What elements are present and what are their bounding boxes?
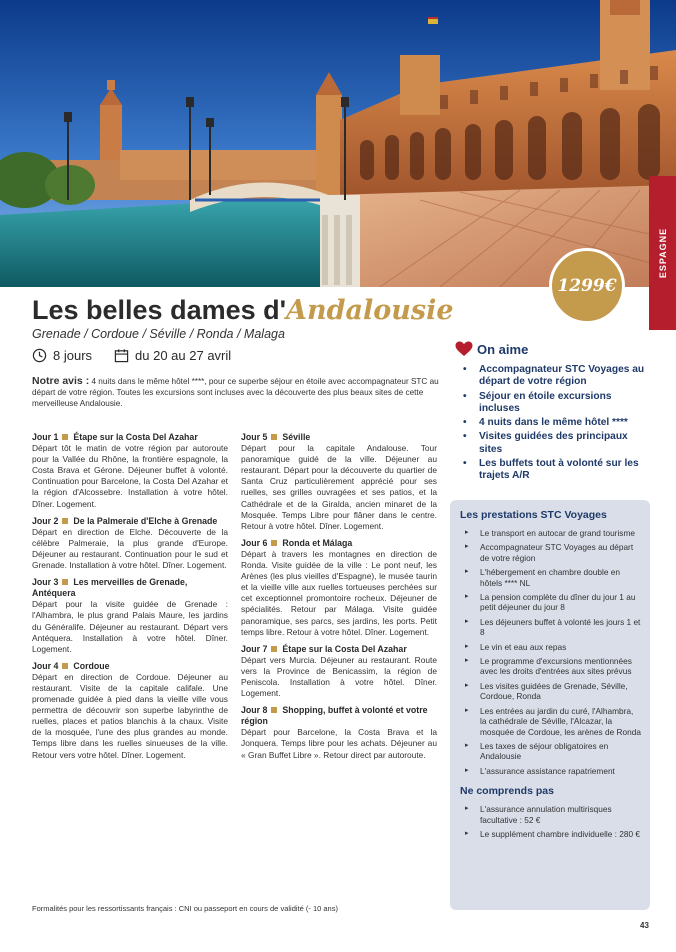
day-label: Jour 3 bbox=[32, 577, 59, 588]
day-entry bbox=[241, 644, 437, 699]
day-entry bbox=[32, 661, 228, 761]
trip-meta bbox=[32, 348, 231, 363]
gold-square-icon bbox=[271, 646, 277, 652]
day-text: Départ vers Murcia. Déjeuner au restaurant. Route vers la Province de Benicassim, la région de Peniscola. Installation à votre hôtel. Dîner. Logement. bbox=[241, 654, 437, 699]
on-aime-list bbox=[455, 364, 651, 483]
gold-square-icon bbox=[62, 434, 68, 440]
day-label: Jour 1 bbox=[32, 432, 59, 442]
day-entry bbox=[32, 432, 228, 510]
on-aime-title: On aime bbox=[477, 341, 529, 357]
hero-photo bbox=[0, 0, 676, 287]
day-entry bbox=[241, 432, 437, 532]
list-item: ▸ La pension complète du dîner du jour 1 au petit déjeuner du jour 8 bbox=[460, 592, 642, 613]
gold-square-icon bbox=[62, 579, 68, 585]
notice bbox=[32, 376, 440, 409]
on-aime-section bbox=[455, 341, 651, 485]
list-item: ▸ Les déjeuners buffet à volonté les jours 1 et 8 bbox=[460, 617, 642, 638]
day-label: Jour 5 bbox=[241, 432, 268, 442]
list-item: ▸ Les taxes de séjour obligatoires en Andalousie bbox=[460, 741, 642, 762]
page-title bbox=[32, 295, 454, 326]
day-label: Jour 8 bbox=[241, 705, 268, 716]
price-badge bbox=[549, 248, 625, 324]
list-item: ▸ L'hébergement en chambre double en hôtels **** NL bbox=[460, 567, 642, 588]
list-item: • Séjour en étoile excursions incluses bbox=[455, 391, 651, 416]
day-title: Cordoue bbox=[73, 660, 110, 671]
clock-icon bbox=[32, 348, 47, 363]
day-label: Jour 4 bbox=[32, 660, 59, 671]
list-item: • Accompagnateur STC Voyages au départ de votre région bbox=[455, 364, 651, 389]
day-title: Les merveilles de Grenade, Antéquera bbox=[32, 577, 188, 599]
notice-text: 4 nuits dans le même hôtel ****, pour ce superbe séjour en étoile avec accompagnateur STC au départ de votre région. Toutes les excursions sont incluses avec la découverte des plus beaux sites de cette merveilleuse Andalousie. bbox=[32, 377, 439, 408]
prestations-box bbox=[450, 500, 650, 910]
country-tab bbox=[649, 176, 676, 330]
day-label: Jour 2 bbox=[32, 515, 59, 526]
exclusions-title: Ne comprends pas bbox=[460, 785, 554, 798]
gold-square-icon bbox=[271, 540, 277, 546]
day-text: Départ pour la visite guidée de Grenade : l'Alhambra, le plus grand Palais Maure, les jardins du Généralife. Déjeuner au restaurant. Départ vers Antéquera. Installation à votre hôtel. Dîner. Logement. bbox=[32, 599, 228, 654]
title-accent: Andalousie bbox=[286, 295, 454, 326]
day-title: De la Palmeraie d'Elche à Grenade bbox=[73, 515, 218, 526]
day-text: Départ pour la capitale Andalouse. Tour panoramique guidé de la ville. Déjeuner au restaurant. Départ pour la découverte du quartier de Santa Cruz particulièrement apprécié pour ses ruelles, ses grilles ouvragées et ses patios, et la Cathédrale et de la Giralda, ancien minaret de la Mosquée. Temps Libre pour flâner dans le centre. Retour à votre hôtel. Dîner. Logement. bbox=[241, 443, 437, 531]
day-title: Séville bbox=[282, 432, 311, 442]
day-text: Départ pour Barcelone, la Costa Brava et la Jonquera. Temps libre pour les achats. Déjeuner au « Gran Buffet Libre ». Retour direct par autoroute. bbox=[241, 727, 437, 760]
list-item: ▸ Le programme d'excursions mentionnées avec les droits d'entrées aux sites prévus bbox=[460, 656, 642, 677]
day-title: Ronda et Málaga bbox=[282, 537, 353, 548]
list-item: ▸ L'assurance assistance rapatriement bbox=[460, 766, 642, 776]
gold-square-icon bbox=[62, 518, 68, 524]
calendar-icon bbox=[114, 348, 129, 363]
title-main: Les belles dames d' bbox=[32, 295, 287, 325]
day-label: Jour 7 bbox=[241, 643, 268, 654]
list-item: ▸ Le vin et eau aux repas bbox=[460, 642, 642, 652]
day-entry bbox=[241, 538, 437, 638]
formalites-note: Formalités pour les ressortissants français : CNI ou passeport en cours de validité (- 10 ans) bbox=[32, 904, 338, 913]
list-item: • 4 nuits dans le même hôtel **** bbox=[455, 417, 651, 429]
day-entry bbox=[241, 705, 437, 760]
itinerary-col-1 bbox=[32, 432, 228, 767]
cities-line: Grenade / Cordoue / Séville / Ronda / Malaga bbox=[32, 327, 285, 341]
day-text: Départ tôt le matin de votre région par autoroute pour la Vallée du Rhône, la frontière espagnole, la Costa Brava et Gérone. Déjeuner buffet à volonté. Continuation pour Barcelone, la Costa Del Azahar et la région d'Alcossebre. Installation à votre hôtel. Dîner. Logement. bbox=[32, 443, 228, 509]
country-label: ESPAGNE bbox=[657, 227, 668, 279]
prestations-list bbox=[460, 528, 642, 776]
notice-label: Notre avis : bbox=[32, 375, 90, 387]
list-item: • Visites guidées des principaux sites bbox=[455, 431, 651, 456]
list-item: • Les buffets tout à volonté sur les trajets A/R bbox=[455, 458, 651, 483]
day-text: Départ en direction de Elche. Découverte de la célèbre Palmeraie, la plus grande d'Europe. Déjeuner au restaurant. Continuation pour le sud et Grenade. Installation à votre hôtel. Dîner. Logement. bbox=[32, 526, 228, 571]
day-text: Départ à travers les montagnes en direction de Ronda. Visite guidée de la ville : Le pont neuf, les Arènes (les plus vieilles d'Espagne), le musée taurin et la vieille ville aux ruelles tortueuses perchées sur cet exceptionnel promontoire rocheux. Déjeuner de spécialités. Retour par Málaga. Visite guidée panoramique, ses parcs, ses jardins, les ports. Petit temps libre. Retour à votre hôtel. Dîner. Logement. bbox=[241, 548, 437, 637]
dates: du 20 au 27 avril bbox=[135, 348, 232, 363]
duration: 8 jours bbox=[53, 348, 93, 363]
day-title: Étape sur la Costa Del Azahar bbox=[73, 432, 198, 442]
day-label: Jour 6 bbox=[241, 537, 268, 548]
gold-square-icon bbox=[271, 707, 277, 713]
day-title: Étape sur la Costa Del Azahar bbox=[282, 643, 407, 654]
list-item: ▸ Le supplément chambre individuelle : 280 € bbox=[460, 829, 642, 839]
exclusions-list bbox=[460, 804, 642, 839]
gold-square-icon bbox=[62, 663, 68, 669]
heart-icon bbox=[455, 341, 473, 357]
gold-square-icon bbox=[271, 434, 277, 440]
day-title: Shopping, buffet à volonté et votre région bbox=[241, 705, 428, 727]
page-number: 43 bbox=[640, 921, 649, 930]
prestations-title: Les prestations STC Voyages bbox=[460, 509, 607, 521]
list-item: ▸ L'assurance annulation multirisques facultative : 52 € bbox=[460, 804, 642, 825]
day-entry bbox=[32, 577, 228, 655]
list-item: ▸ Les visites guidées de Grenade, Séville, Cordoue, Ronda bbox=[460, 681, 642, 702]
day-text: Départ en direction de Cordoue. Déjeuner au restaurant. Visite de la capitale califale. Une promenade guidée à pied dans la vieille ville vous permettra de découvrir son superbe labyrinthe de ruelles, places et patios blanchis à la chaux. Visite de la mosquée, l'une des plus grandes au monde. Temps libre dans les ruelles sinueuses de la ville. Retour vers votre hôtel. Dîner. Logement. bbox=[32, 671, 228, 760]
day-entry bbox=[32, 516, 228, 571]
price-value: 1299€ bbox=[557, 276, 617, 296]
list-item: ▸ Le transport en autocar de grand tourisme bbox=[460, 528, 642, 538]
list-item: ▸ Les entrées au jardin du curé, l'Alhambra, la cathédrale de Séville, l'Alcazar, la mosquée de Cordoue, les arènes de Ronda bbox=[460, 706, 642, 737]
itinerary-col-2 bbox=[241, 432, 437, 767]
list-item: ▸ Accompagnateur STC Voyages au départ de votre région bbox=[460, 542, 642, 563]
